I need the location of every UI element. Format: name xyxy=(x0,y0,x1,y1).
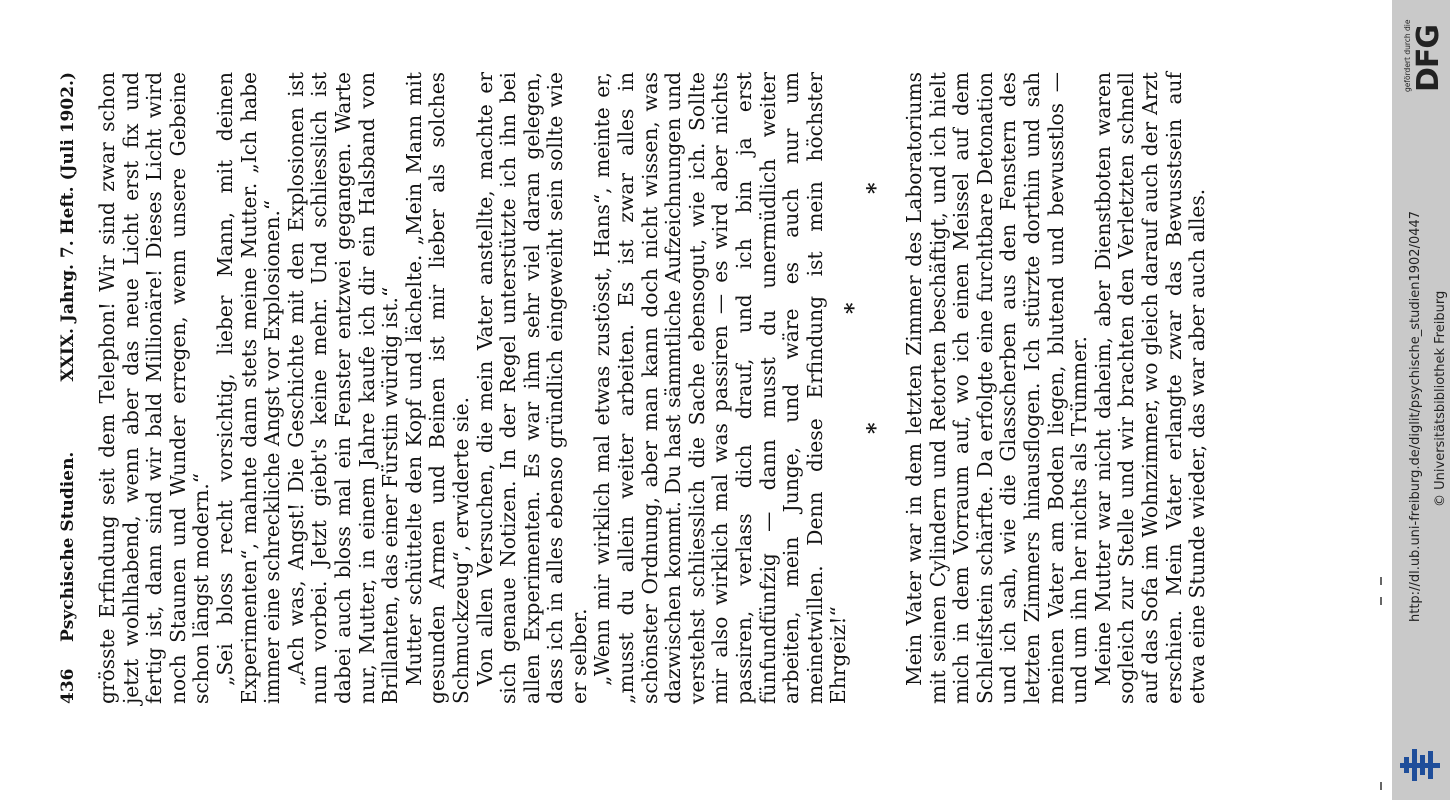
section-separator xyxy=(835,72,895,704)
paragraph: „Ach was, Angst! Die Geschichte mit den Explosionen ist nun vorbei. Jetzt giebt's keine mehr. Und schliesslich ist dabei auch bloss mal ein Fenster entzwei gegangen. Warte nur, Mutter, in einem Jahre kaufe ich dir ein Halsband von Brillanten, das einer Fürstin würdig ist.“ xyxy=(283,72,403,704)
separator-star: * xyxy=(841,302,867,314)
scan-mark xyxy=(1380,577,1382,585)
paragraph: Mein Vater war in dem letzten Zimmer des Laboratoriums mit seinen Cylindern und Retorten beschäftigt, und ich hielt mich in dem Vorraum auf, wo ich einen Meissel auf dem Schleifstein schärfte. Da erfolgte eine furchtbare Detonation und ich sah, wie die Glasscherben aus den Fenstern des letzten Zimmers hinausflogen. Ich stürzte dorthin und sah meinen Vater am Boden liegen, blutend und bewusstlos — und um ihn her nichts als Trümmer. xyxy=(902,72,1092,704)
paragraph: „Wenn mir wirklich mal etwas zustösst, Hans“, meinte er, „musst du allein weiter arbeiten. Es ist zwar alles in schönster Ordnung, aber man kann doch nicht wissen, was dazwischen kommt. Du hast sämmtliche Aufzeichnungen und verstehst schliesslich die Sache ebensogut, wie ich. Sollte mir also wirklich mal was passiren — es wird aber nichts passiren, verlass dich drauf, und ich bin ja erst fünfundfünfzig — dann musst du unermüdlich weiter arbeiten, mein Junge, und wäre es auch nur um meinetwillen. Denn diese Erfindung ist mein höchster Ehrgeiz!“ xyxy=(590,72,851,704)
text-block-lower xyxy=(903,72,1210,704)
scan-mark xyxy=(1380,782,1382,790)
paragraph: grösste Erfindung seit dem Telephon! Wir sind zwar schon jetzt wohlhabend, wenn aber das neue Licht erst fix und fertig ist, dann sind wir bald Millionäre! Dieses Licht wird noch Staunen und Wunder erregen, wenn unsere Gebeine schon längst modern.“ xyxy=(95,72,214,704)
copyright-notice: © Universitätsbibliothek Freiburg xyxy=(1433,290,1448,507)
paragraph: Meine Mutter war nicht daheim, aber Dienstboten waren sogleich zur Stelle und wir brachten den Verletzten schnell auf das Sofa im Wohnzimmer, wo gleich darauf auch der Arzt erschien. Mein Vater erlangte zwar das Bewusstsein auf etwa eine Stunde wieder, das war aber auch alles. xyxy=(1090,72,1210,704)
journal-title: Psychische Studien. xyxy=(58,451,78,642)
source-url-link[interactable]: http://dl.ub.uni-freiburg.de/diglit/psychische_studien1902/0447 xyxy=(1408,210,1423,622)
separator-star: * xyxy=(863,182,889,194)
scan-mark xyxy=(1380,597,1382,605)
paragraph: Mutter schüttelte den Kopf und lächelte. „Mein Mann mit gesunden Armen und Beinen ist mir lieber als solches Schmuckzeug“, erwiderte sie. xyxy=(401,72,473,704)
volume-info: XXIX. Jahrg. 7. Heft. (Juli 1902.) xyxy=(58,72,78,382)
running-header xyxy=(58,72,82,704)
page-number: 436 xyxy=(58,668,78,704)
paragraph: Von allen Versuchen, die mein Vater anstellte, machte er sich genaue Notizen. In der Regel unterstützte ich ihn bei allen Experimenten. Es war ihm sehr viel daran gelegen, dass ich in alles ebenso gründlich eingeweiht sein sollte wie er selber. xyxy=(472,72,591,704)
library-logo-icon xyxy=(1400,745,1440,785)
separator-star: * xyxy=(863,422,889,434)
funding-note: gefördert durch die xyxy=(1403,19,1412,92)
paragraph: „Sei bloss recht vorsichtig, lieber Mann, mit deinen Experimenten“, mahnte dann stets meine Mutter. „Ich habe immer eine schreckliche Angst vor Explosionen.“ xyxy=(212,72,285,704)
text-block-upper xyxy=(96,72,851,704)
dfg-logo: DFG xyxy=(1411,24,1446,92)
